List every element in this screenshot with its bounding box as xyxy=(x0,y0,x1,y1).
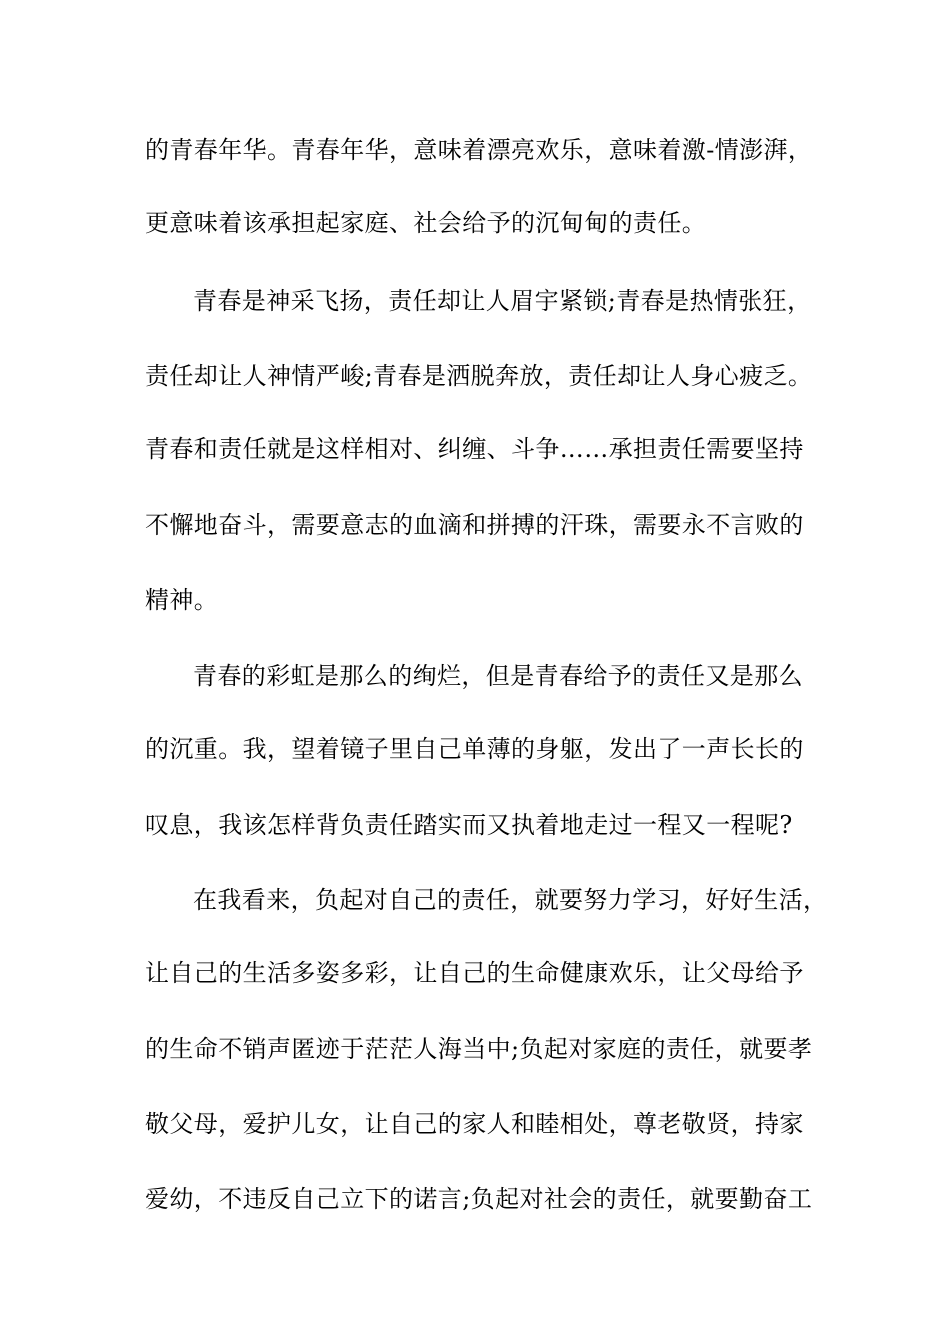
paragraph-first-line: 青春的彩虹是那么的绚烂，但是青春给予的责任又是那么 xyxy=(193,662,803,690)
text-line: 敬父母，爱护儿女，让自己的家人和睦相处，尊老敬贤，持家 xyxy=(145,1110,804,1138)
text-line: 让自己的生活多姿多彩，让自己的生命健康欢乐，让父母给予 xyxy=(145,959,804,987)
text-line: 不懈地奋斗，需要意志的血滴和拼搏的汗珠，需要永不言败的 xyxy=(145,511,804,539)
text-line: 的沉重。我，望着镜子里自己单薄的身躯，发出了一声长长的 xyxy=(145,735,804,763)
text-line: 的青春年华。青春年华，意味着漂亮欢乐，意味着激-情澎湃， xyxy=(145,136,813,164)
text-line: 爱幼，不违反自己立下的诺言;负起对社会的责任，就要勤奋工 xyxy=(145,1185,813,1213)
text-line: 的生命不销声匿迹于茫茫人海当中;负起对家庭的责任，就要孝 xyxy=(145,1035,813,1063)
text-line: 责任却让人神情严峻;青春是洒脱奔放，责任却让人身心疲乏。 xyxy=(145,362,813,390)
text-line: 精神。 xyxy=(145,586,219,614)
text-line: 青春和责任就是这样相对、纠缠、斗争……承担责任需要坚持 xyxy=(145,435,804,463)
text-line: 更意味着该承担起家庭、社会给予的沉甸甸的责任。 xyxy=(145,209,707,237)
paragraph-first-line: 青春是神采飞扬，责任却让人眉宇紧锁;青春是热情张狂， xyxy=(193,287,812,315)
text-line: 叹息，我该怎样背负责任踏实而又执着地走过一程又一程呢? xyxy=(145,811,793,839)
paragraph-first-line: 在我看来，负起对自己的责任，就要努力学习，好好生活， xyxy=(193,886,828,914)
